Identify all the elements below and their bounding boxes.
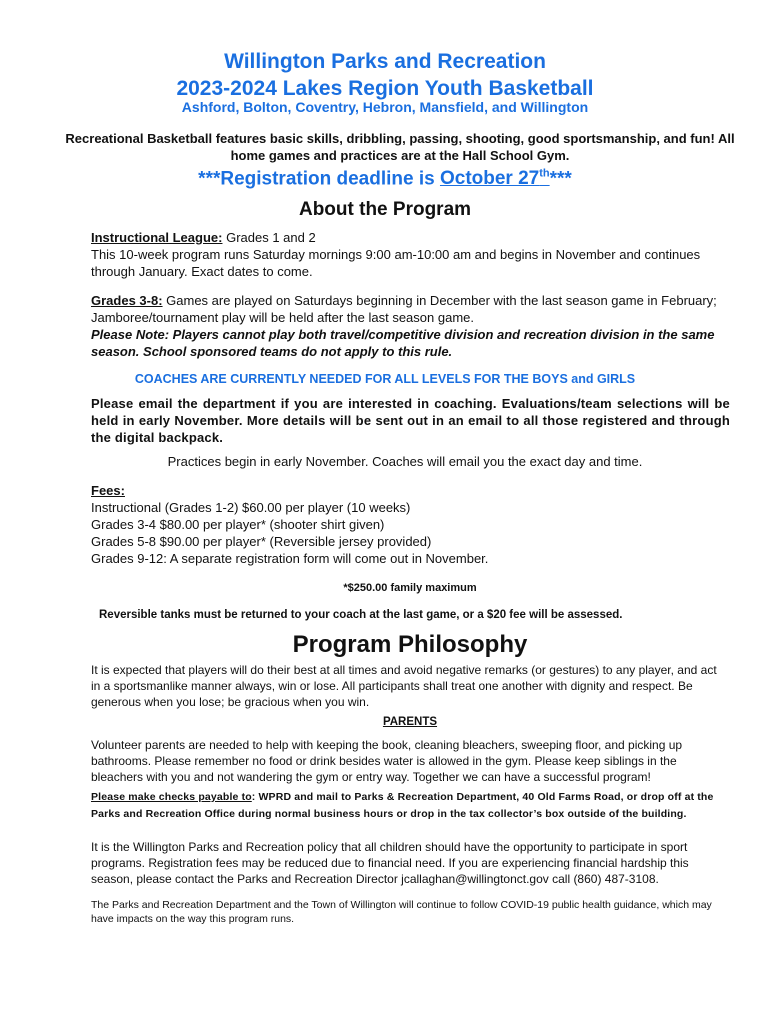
deadline-prefix: ***Registration deadline is xyxy=(198,168,440,190)
towns-subtitle: Ashford, Bolton, Coventry, Hebron, Mansfield, and Willington xyxy=(181,99,589,115)
title-line-2: 2023-2024 Lakes Region Youth Basketball xyxy=(176,77,594,100)
checks-instructions xyxy=(91,789,725,823)
philosophy-heading: Program Philosophy xyxy=(292,631,528,658)
title-block xyxy=(0,48,770,102)
checks-text: : WPRD and mail to Parks & Recreation Department, 40 Old Farms Road, or drop off at the Parks and Recreation Office during normal business hours or drop in the tax collector’s box outside of the building. xyxy=(91,791,714,820)
policy-text: It is the Willington Parks and Recreation policy that all children should have the opportunity to participate in sport programs. Registration fees may be reduced due to financial need. If you are experiencing financial hardship this season, please contact the Parks and Recreation Director jcallaghan@willingtonct.gov call (860) 487-3108. xyxy=(91,840,689,886)
grades-3-8-text: Games are played on Saturdays beginning in December with the last season game in February; Jamboree/tournament play will be held after the last season game. xyxy=(91,293,717,325)
fee-line: Grades 9-12: A separate registration form will come out in November. xyxy=(91,551,489,566)
philosophy-text: It is expected that players will do their best at all times and avoid negative remarks (or gestures) to any player, and act in a sportsmanlike manner always, win or lose. All participants shall treat one another with dignity and respect. Be generous when you lose; be gracious when you win. xyxy=(91,663,717,709)
instructional-section xyxy=(91,229,730,280)
family-maximum: *$250.00 family maximum xyxy=(343,582,477,594)
instructional-text: This 10-week program runs Saturday mornings 9:00 am-10:00 am and begins in November and continues through January. Exact dates to come. xyxy=(91,247,701,279)
grades-3-8-section xyxy=(91,292,730,360)
intro-text: Recreational Basketball features basic skills, dribbling, passing, shooting, good sportsmanship, and fun! All home games and practices are at the Hall School Gym. xyxy=(65,131,735,163)
coaches-heading: COACHES ARE CURRENTLY NEEDED FOR ALL LEVELS FOR THE BOYS and GIRLS xyxy=(134,372,636,386)
coaches-text: Please email the department if you are interested in coaching. Evaluations/team selections will be held in early November. More details will be sent out in an email to all those registered and through the digital backpack. xyxy=(91,396,730,445)
checks-label: Please make checks payable to xyxy=(91,791,252,803)
deadline-stars: *** xyxy=(549,168,572,190)
title-line-1: Willington Parks and Recreation xyxy=(224,50,546,73)
grades-3-8-label: Grades 3-8: xyxy=(91,293,163,308)
instructional-label: Instructional League: xyxy=(91,230,223,245)
registration-deadline xyxy=(0,168,770,190)
parents-text: Volunteer parents are needed to help with keeping the book, cleaning bleachers, sweeping floor, and picking up bathrooms. Please remember no food or drink besides water is allowed in the gym. Please keep siblings in the bleachers with you and not wandering the gym or entry way. Together we can have a successful program! xyxy=(91,738,683,784)
about-heading: About the Program xyxy=(298,199,472,220)
practices-text: Practices begin in early November. Coaches will email you the exact day and time. xyxy=(167,454,643,469)
instructional-grades: Grades 1 and 2 xyxy=(222,230,316,245)
please-note: Please Note: Players cannot play both travel/competitive division and recreation division in the same season. School sponsored teams do not apply to this rule. xyxy=(91,327,715,359)
fee-line: Grades 3-4 $80.00 per player* (shooter shirt given) xyxy=(91,517,385,532)
fees-label: Fees: xyxy=(91,483,125,498)
deadline-date-text: October 27 xyxy=(439,168,540,190)
fees-section xyxy=(91,482,730,567)
fee-line: Grades 5-8 $90.00 per player* (Reversible jersey provided) xyxy=(91,534,432,549)
fee-line: Instructional (Grades 1-2) $60.00 per player (10 weeks) xyxy=(91,500,411,515)
parents-heading: PARENTS xyxy=(382,716,438,728)
covid-notice: The Parks and Recreation Department and the Town of Willington will continue to follow COVID-19 public health guidance, which may have impacts on the way this program runs. xyxy=(91,899,712,925)
tanks-notice: Reversible tanks must be returned to your coach at the last game, or a $20 fee will be assessed. xyxy=(99,609,623,621)
deadline-date xyxy=(440,168,550,189)
deadline-suffix: th xyxy=(539,168,550,180)
